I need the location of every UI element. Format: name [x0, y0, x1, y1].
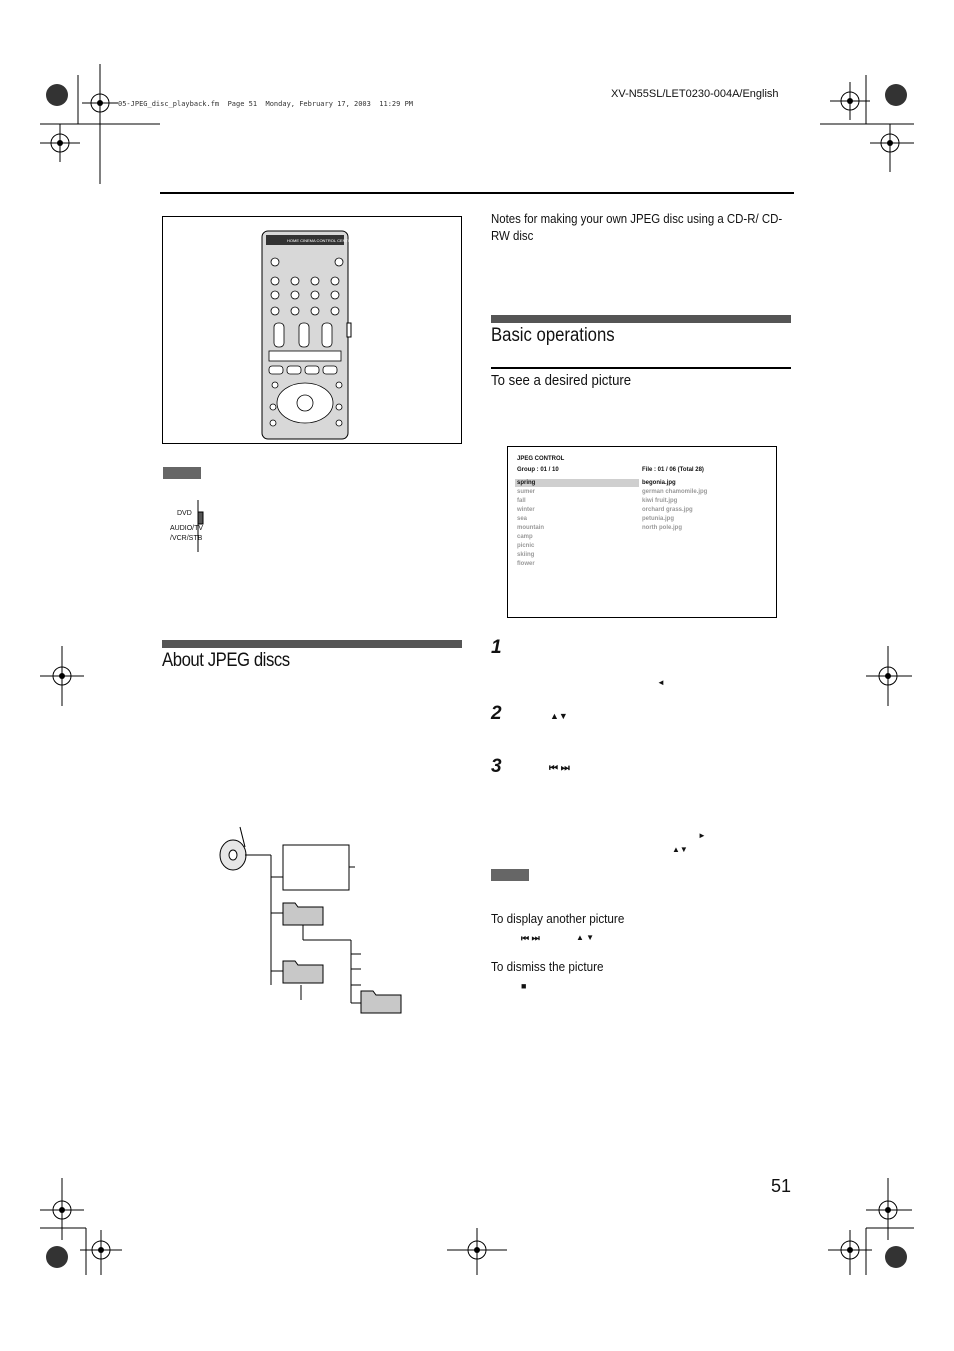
document-id: XV-N55SL/LET0230-004A/English: [611, 88, 779, 100]
dismiss-heading: To dismiss the picture: [491, 959, 604, 974]
sub-heading: To see a desired picture: [491, 372, 632, 389]
header-rule: [160, 192, 794, 194]
about-section-bar: [162, 640, 462, 648]
folder-tree-diagram: [215, 825, 405, 1020]
group-item[interactable]: flower: [517, 561, 535, 567]
skip-buttons-icon: ⏮ ⏭: [521, 933, 540, 943]
group-item[interactable]: picnic: [517, 543, 535, 549]
file-item[interactable]: german chamomile.jpg: [642, 489, 708, 495]
about-heading: About JPEG discs: [162, 650, 290, 671]
svg-text:HOME CINEMA CONTROL CENTER: HOME CINEMA CONTROL CENTER: [287, 238, 354, 243]
up-down-arrows-icon: ▲▼: [672, 845, 688, 854]
step-1-number: 1: [491, 637, 502, 658]
skip-buttons-icon: ⏮ ⏭: [549, 763, 570, 774]
switch-audio-label: AUDIO/TV: [170, 525, 204, 532]
file-item[interactable]: orchard grass.jpg: [642, 507, 693, 513]
group-item[interactable]: skiing: [517, 552, 535, 558]
group-item[interactable]: winter: [517, 507, 535, 513]
note-tag: [163, 467, 201, 479]
display-another-heading: To display another picture: [491, 911, 625, 926]
basic-heading: Basic operations: [491, 325, 615, 346]
group-item[interactable]: mountain: [517, 525, 544, 531]
note-tag: [491, 869, 529, 881]
remote-figure: [162, 216, 462, 444]
left-arrow-icon: ◄: [657, 678, 665, 687]
basic-section-bar: [491, 315, 791, 323]
switch-dvd-label: DVD: [177, 510, 192, 517]
group-list: [517, 479, 544, 569]
stop-icon: ■: [521, 981, 527, 991]
up-down-arrows-icon: ▲▼: [550, 711, 568, 721]
group-item[interactable]: sumer: [517, 489, 536, 495]
group-item[interactable]: fall: [517, 498, 526, 504]
step-3-number: 3: [491, 756, 502, 777]
jpeg-control-screen: [507, 446, 777, 618]
page-number: 51: [771, 1176, 792, 1196]
group-item[interactable]: spring: [517, 480, 536, 486]
file-item[interactable]: begonia.jpg: [642, 480, 676, 486]
file-item[interactable]: petunia.jpg: [642, 516, 674, 522]
switch-icon: [195, 500, 207, 552]
file-label: File : 01 / 06 (Total 28): [642, 467, 704, 473]
file-list: [642, 479, 707, 533]
remote-control-illustration: [163, 217, 463, 445]
step-2-number: 2: [491, 703, 502, 724]
disc-icon: [220, 827, 246, 870]
jpeg-control-title: JPEG CONTROL: [517, 456, 565, 462]
group-item[interactable]: sea: [517, 516, 528, 522]
right-arrow-icon: ►: [698, 831, 706, 840]
up-down-arrows-icon: ▲ ▼: [576, 933, 595, 942]
file-stamp: 05-JPEG_disc_playback.fm Page 51 Monday, February 17, 2003 11:29 PM: [118, 100, 414, 108]
group-item[interactable]: camp: [517, 534, 533, 540]
notes-heading: Notes for making your own JPEG disc using a CD-R/ CD-RW disc: [491, 211, 783, 243]
file-item[interactable]: north pole.jpg: [642, 525, 682, 531]
file-item[interactable]: kiwi fruit.jpg: [642, 498, 678, 504]
group-label: Group : 01 / 10: [517, 467, 559, 473]
basic-subrule: [491, 367, 791, 369]
switch-vcr-label: /VCR/STB: [170, 535, 203, 542]
